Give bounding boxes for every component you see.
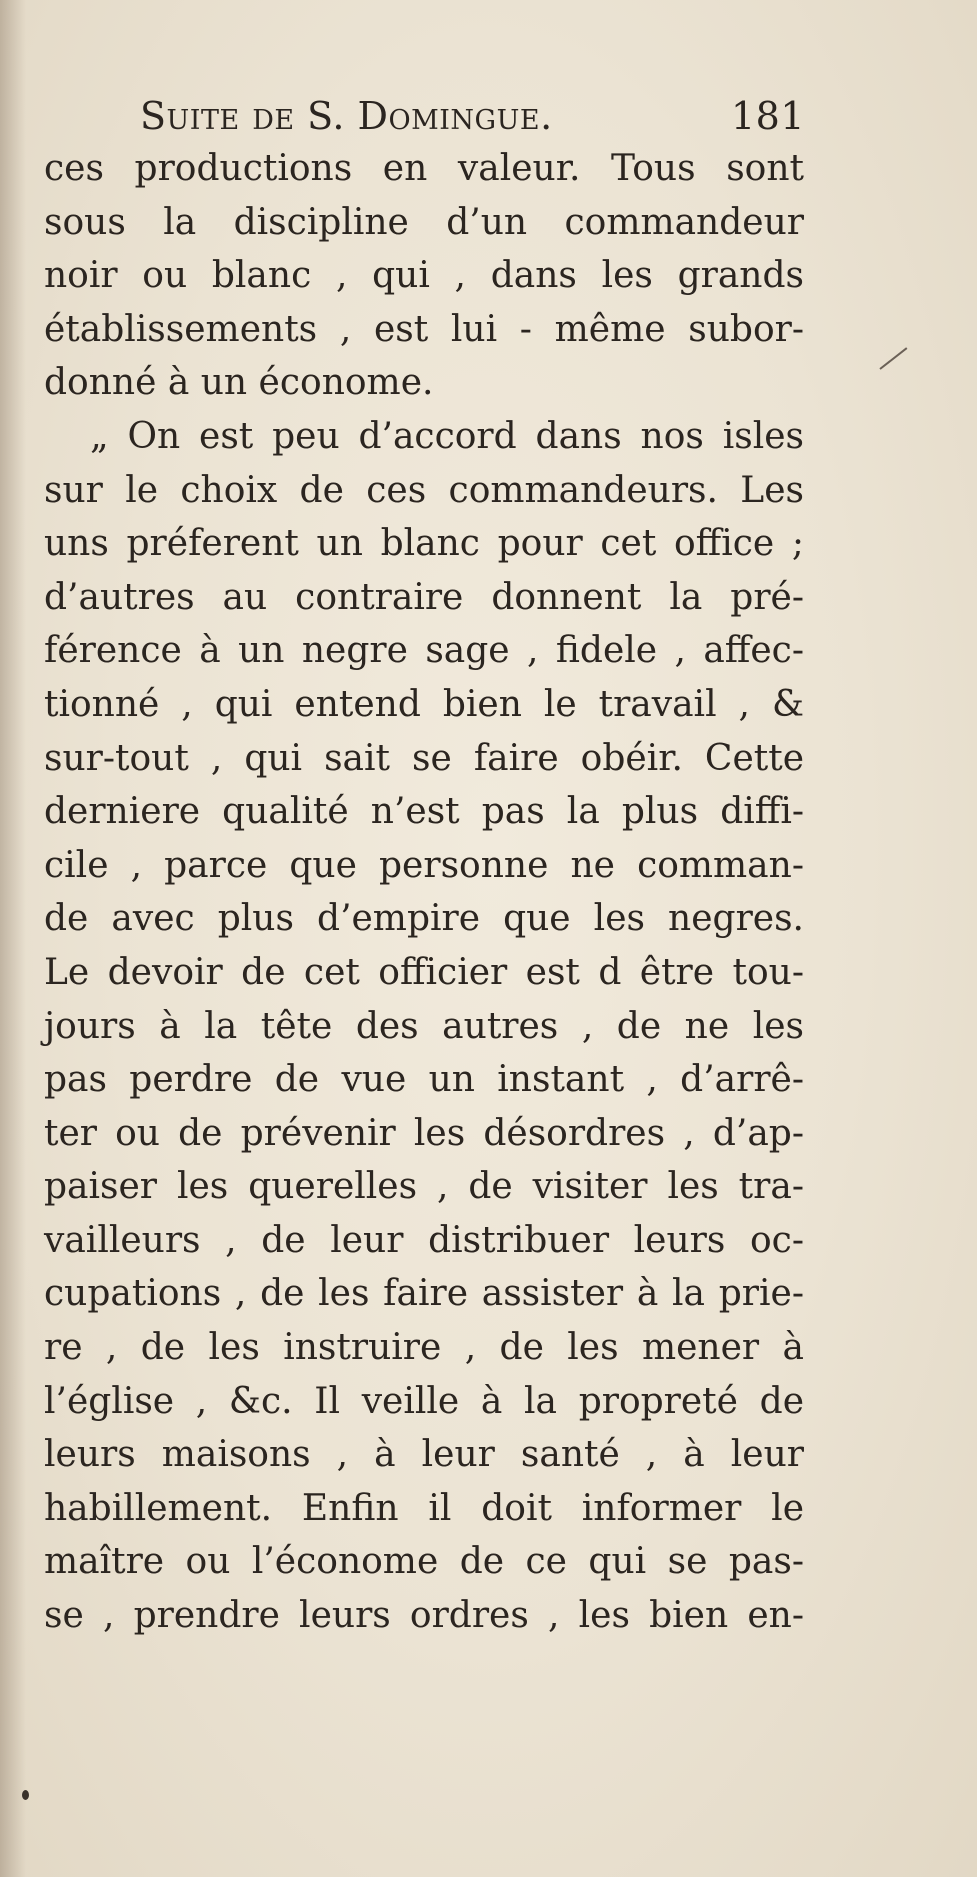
text-line: leurs maisons , à leur santé , à leur xyxy=(44,1434,804,1476)
text-line: habillement. Enfin il doit informer le xyxy=(44,1487,804,1529)
text-line: re , de les instruire , de les mener à xyxy=(44,1327,804,1369)
text-line: vailleurs , de leur distribuer leurs oc- xyxy=(44,1219,804,1261)
ink-speck xyxy=(22,1790,29,1800)
text-line: sur-tout , qui sait se faire obéir. Cette xyxy=(44,737,804,779)
body-text xyxy=(44,142,804,1643)
page-number: 181 xyxy=(730,94,805,138)
text-line: établissements , est lui - même subor- xyxy=(44,308,804,350)
text-line: d’autres au contraire donnent la pré- xyxy=(44,576,804,618)
text-line: maître ou l’économe de ce qui se pas- xyxy=(44,1541,804,1583)
text-line: de avec plus d’empire que les negres. xyxy=(44,898,804,940)
margin-mark xyxy=(879,347,907,370)
text-line: ter ou de prévenir les désordres , d’ap- xyxy=(44,1112,804,1154)
text-line: paiser les querelles , de visiter les tra- xyxy=(44,1166,804,1208)
text-line: derniere qualité n’est pas la plus diffi- xyxy=(44,791,804,833)
text-line: cile , parce que personne ne comman- xyxy=(44,844,804,886)
running-head xyxy=(140,92,805,140)
text-line: jours à la tête des autres , de ne les xyxy=(44,1005,804,1047)
text-line: tionné , qui entend bien le travail , & xyxy=(44,683,804,725)
text-line: l’église , &c. Il veille à la propreté de xyxy=(44,1380,804,1422)
text-line: férence à un negre sage , fidele , affec- xyxy=(44,630,804,672)
text-line: „ On est peu d’accord dans nos isles xyxy=(90,415,804,457)
text-line: noir ou blanc , qui , dans les grands xyxy=(44,255,804,297)
running-head-title: Suite de S. Domingue. xyxy=(140,94,553,138)
text-line: sous la discipline d’un commandeur xyxy=(44,201,804,243)
text-line: pas perdre de vue un instant , d’arrê- xyxy=(44,1059,804,1101)
text-line: sur le choix de ces commandeurs. Les xyxy=(44,469,804,511)
text-line: se , prendre leurs ordres , les bien en- xyxy=(44,1595,804,1637)
text-line: cupations , de les faire assister à la prie- xyxy=(44,1273,804,1315)
text-line: ces productions en valeur. Tous sont xyxy=(44,148,804,189)
text-line: donné à un économe. xyxy=(44,362,434,404)
text-line: Le devoir de cet officier est d être tou- xyxy=(44,951,804,993)
text-line: uns préferent un blanc pour cet office ; xyxy=(44,523,804,565)
